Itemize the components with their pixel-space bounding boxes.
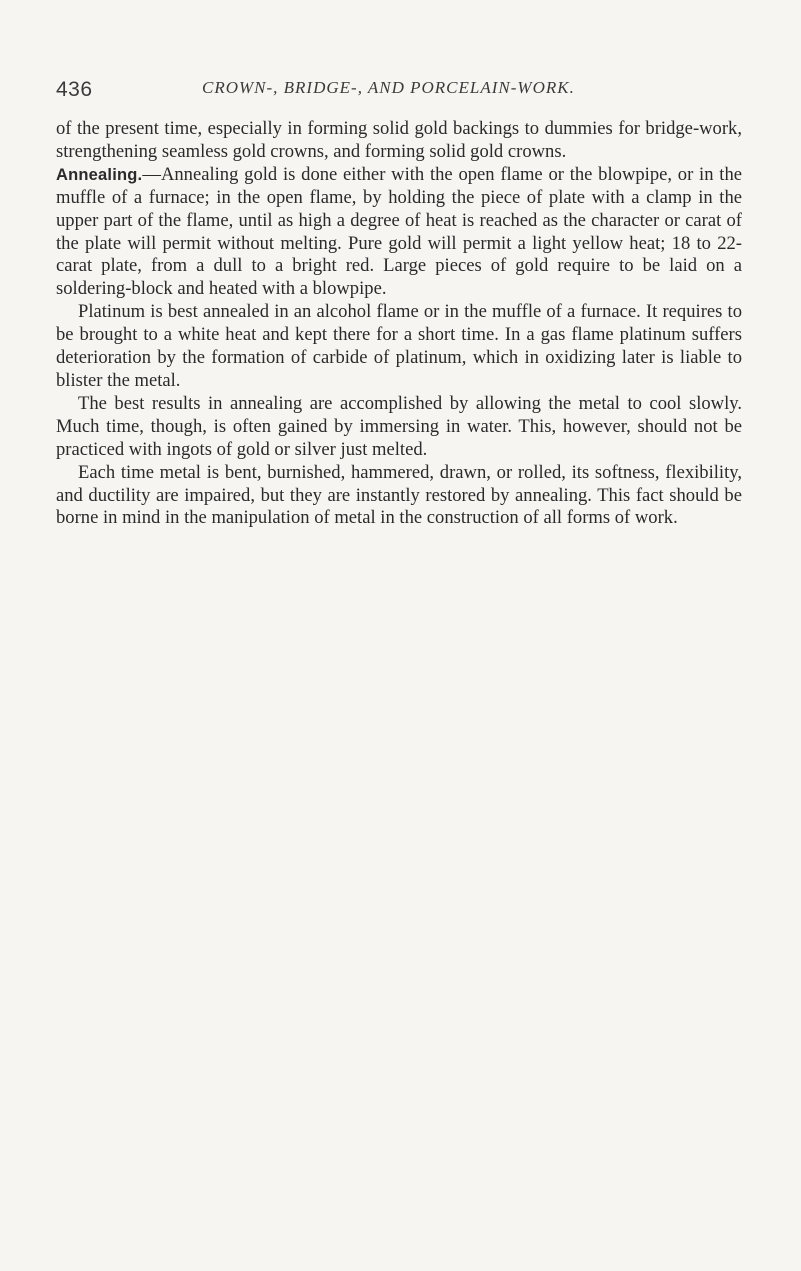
section-heading-annealing: Annealing.: [56, 165, 143, 184]
paragraph-cooling: [56, 393, 742, 462]
paragraph-text: Each time metal is bent, burnished, hammered, drawn, or rolled, its softness, flexibility, and ductility are impaired, but they are instantly restored by annealing. This fact should be borne in mind in the manipulation of metal in the construction of all forms of work.: [56, 461, 742, 529]
paragraph-text: of the present time, especially in forming solid gold backings to dummies for bridge-work, strengthening seamless gold crowns, and forming solid gold crowns.: [56, 118, 742, 162]
paragraph-text: Platinum is best annealed in an alcohol flame or in the muffle of a furnace. It requires to be brought to a white heat and kept there for a short time. In a gas flame platinum suffers deterioration by the formation of carbide of platinum, which in oxidizing later is liable to blister the metal.: [56, 301, 742, 391]
page-header: [56, 78, 746, 108]
paragraph-annealing: [56, 164, 742, 301]
paragraph-continuation: [56, 118, 742, 164]
paragraph-text: —Annealing gold is done either with the open flame or the blowpipe, or in the muffle of a furnace; in the open flame, by holding the piece of plate with a clamp in the upper part of the flame, until as high a degree of heat is reached as the character or carat of the plate will permit without melting. Pure gold will permit a light yellow heat; 18 to 22-carat plate, from a dull to a bright red. Large pieces of gold require to be laid on a soldering-block and heated with a blowpipe.: [56, 163, 742, 300]
paragraph-restoration: [56, 462, 742, 531]
paragraph-text: The best results in annealing are accomplished by allowing the metal to cool slowly. Much time, though, is often gained by immersing in water. This, however, should not be practiced with ingots of gold or silver just melted.: [56, 392, 742, 460]
body-text: [56, 118, 742, 530]
page-number: 436: [56, 78, 93, 101]
running-title: CROWN-, BRIDGE-, AND PORCELAIN-WORK.: [202, 78, 575, 97]
paragraph-platinum: [56, 301, 742, 393]
